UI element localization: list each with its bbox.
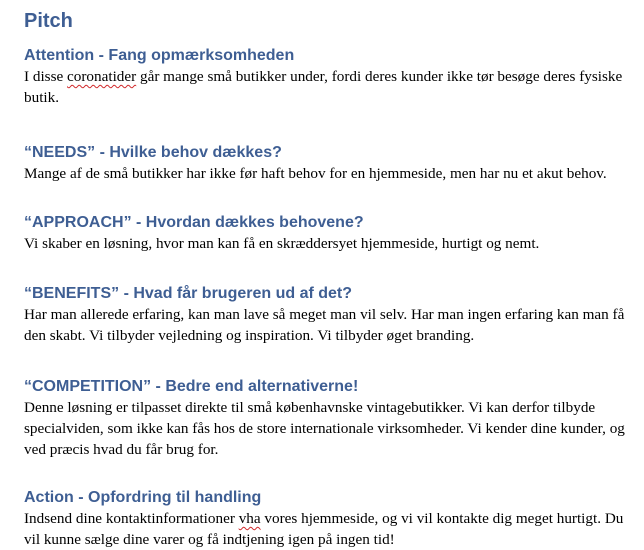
section-heading: Action - Opfordring til handling: [24, 489, 262, 506]
body-text-segment: går mange små butikker under, fordi deres kunder ikke tør besøge deres fysiske butik.: [24, 68, 623, 106]
section-heading: Attention - Fang opmærksomheden: [24, 47, 295, 64]
section-benefits: [24, 284, 636, 346]
section-body: Har man allerede erfaring, kan man lave så meget man vil selv. Har man ingen erfaring kan man få den skabt. Vi tilbyder vejledning og inspiration. Vi tilbyder øget branding.: [24, 306, 625, 344]
section-competition: [24, 377, 636, 460]
section-heading: “BENEFITS” - Hvad får brugeren ud af det?: [24, 285, 353, 302]
section-body: Mange af de små butikker har ikke før haft behov for en hjemmeside, men har nu et akut behov.: [24, 165, 607, 182]
section-approach: [24, 213, 636, 254]
section-body: [24, 66, 636, 108]
section-body: Denne løsning er tilpasset direkte til små københavnske vintagebutikker. Vi kan derfor tilbyde specialviden, som ikke kan fås hos de store internationale virksomheder. Vi kender dine kunder, og ved præcis hvad du får brug for.: [24, 399, 625, 458]
section-body: Vi skaber en løsning, hvor man kan få en skræddersyet hjemmeside, hurtigt og nemt.: [24, 235, 540, 252]
misspelled-word[interactable]: coronatider: [67, 68, 137, 85]
misspelled-word[interactable]: vha: [238, 510, 261, 527]
section-heading: “APPROACH” - Hvordan dækkes behovene?: [24, 214, 364, 231]
section-heading: “COMPETITION” - Bedre end alternativerne!: [24, 378, 359, 395]
section-body: [24, 508, 636, 550]
body-text-segment: vores hjemmeside, og vi vil kontakte dig meget hurtigt. Du vil kunne sælge dine varer og få indtjening igen på ingen tid!: [24, 510, 624, 548]
section-attention: [24, 46, 636, 108]
section-heading: “NEEDS” - Hvilke behov dækkes?: [24, 144, 282, 161]
body-text-segment: Indsend dine kontaktinformationer: [24, 510, 239, 527]
section-needs: [24, 143, 636, 184]
document-title: Pitch: [24, 10, 73, 32]
body-text-segment: I disse: [24, 68, 68, 85]
